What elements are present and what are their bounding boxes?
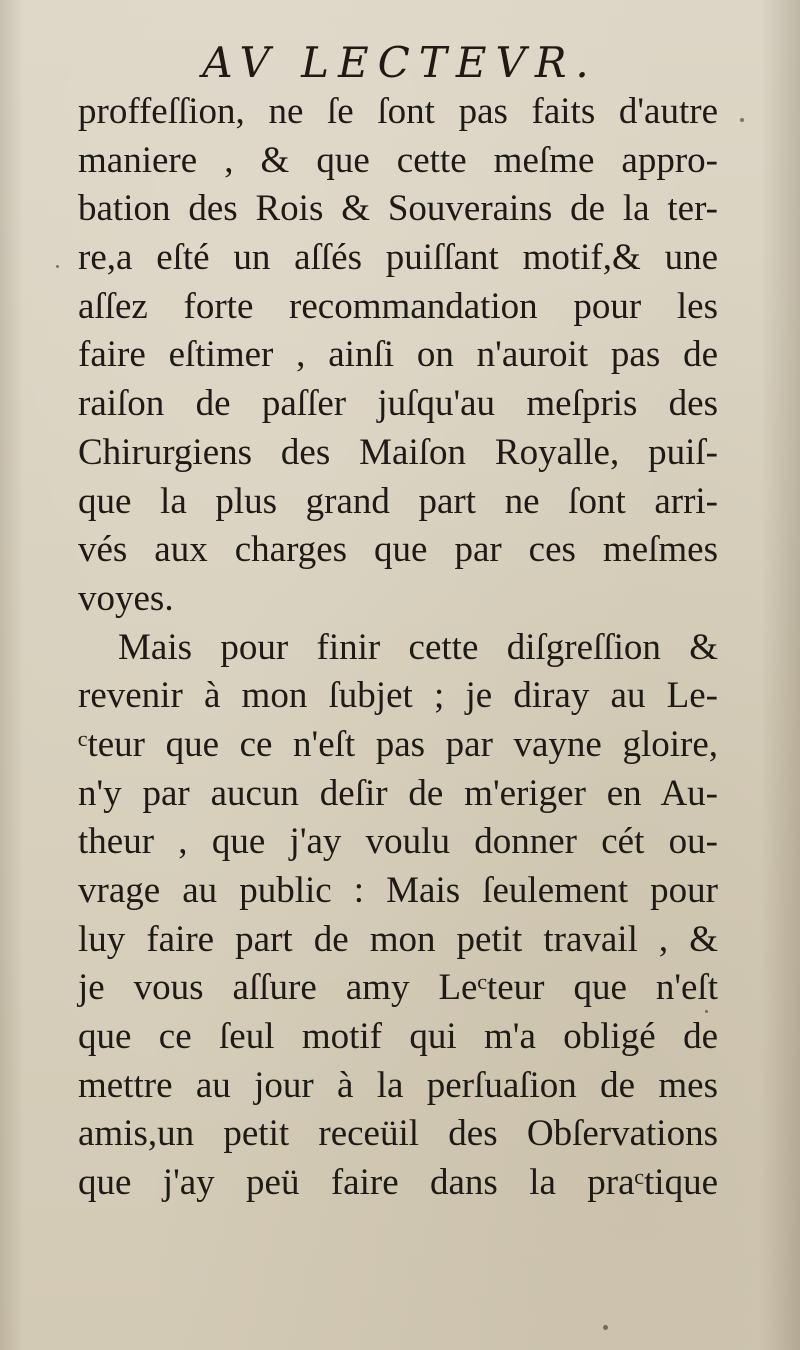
paper-speck	[740, 118, 744, 122]
text-line: maniere , & que cette meſme appro-	[78, 139, 718, 181]
body-text	[78, 88, 718, 1208]
text-line: que j'ay peü faire dans la praᶜtique	[78, 1162, 718, 1204]
text-line: voyes.	[78, 577, 174, 619]
text-line: que la plus grand part ne ſont arri-	[78, 480, 718, 522]
text-line: luy faire part de mon petit travail , &	[78, 918, 718, 960]
text-line: faire eſtimer , ainſi on n'auroit pas de	[78, 334, 718, 376]
paper-speck	[705, 1010, 708, 1013]
text-line: ᶜteur que ce n'eſt pas par vayne gloire,	[78, 723, 718, 765]
text-line: raiſon de paſſer juſqu'au meſpris des	[78, 383, 718, 425]
text-line: je vous aſſure amy Leᶜteur que n'eſt	[78, 967, 718, 1009]
page-gutter-shadow	[0, 0, 24, 1350]
running-head: AV LECTEVR.	[202, 38, 598, 87]
text-line: amis,un petit receüil des Obſervations	[78, 1113, 718, 1155]
text-line: Chirurgiens des Maiſon Royalle, puiſ-	[78, 431, 718, 473]
text-line: aſſez forte recommandation pour les	[78, 285, 718, 327]
text-line: proffeſſion, ne ſe ſont pas faits d'autre	[78, 91, 718, 132]
text-line: que ce ſeul motif qui m'a obligé de	[78, 1016, 718, 1058]
text-line: n'y par aucun deſir de m'eriger en Au-	[78, 772, 718, 814]
text-line: Mais pour finir cette diſgreſſion &	[118, 626, 718, 668]
text-line: re,a eſté un aſſés puiſſant motif,& une	[78, 237, 718, 279]
text-line: vrage au public : Mais ſeulement pour	[78, 870, 718, 911]
paper-speck	[56, 265, 59, 268]
text-line: revenir à mon ſubjet ; je diray au Le-	[78, 675, 718, 717]
text-line: bation des Rois & Souverains de la ter-	[78, 188, 718, 230]
text-line: theur , que j'ay voulu donner cét ou-	[78, 821, 718, 863]
page-edge-shadow	[760, 0, 800, 1350]
text-line: vés aux charges que par ces meſmes	[78, 529, 718, 571]
text-line: mettre au jour à la perſuaſion de mes	[78, 1064, 718, 1106]
paper-speck	[603, 1325, 608, 1330]
